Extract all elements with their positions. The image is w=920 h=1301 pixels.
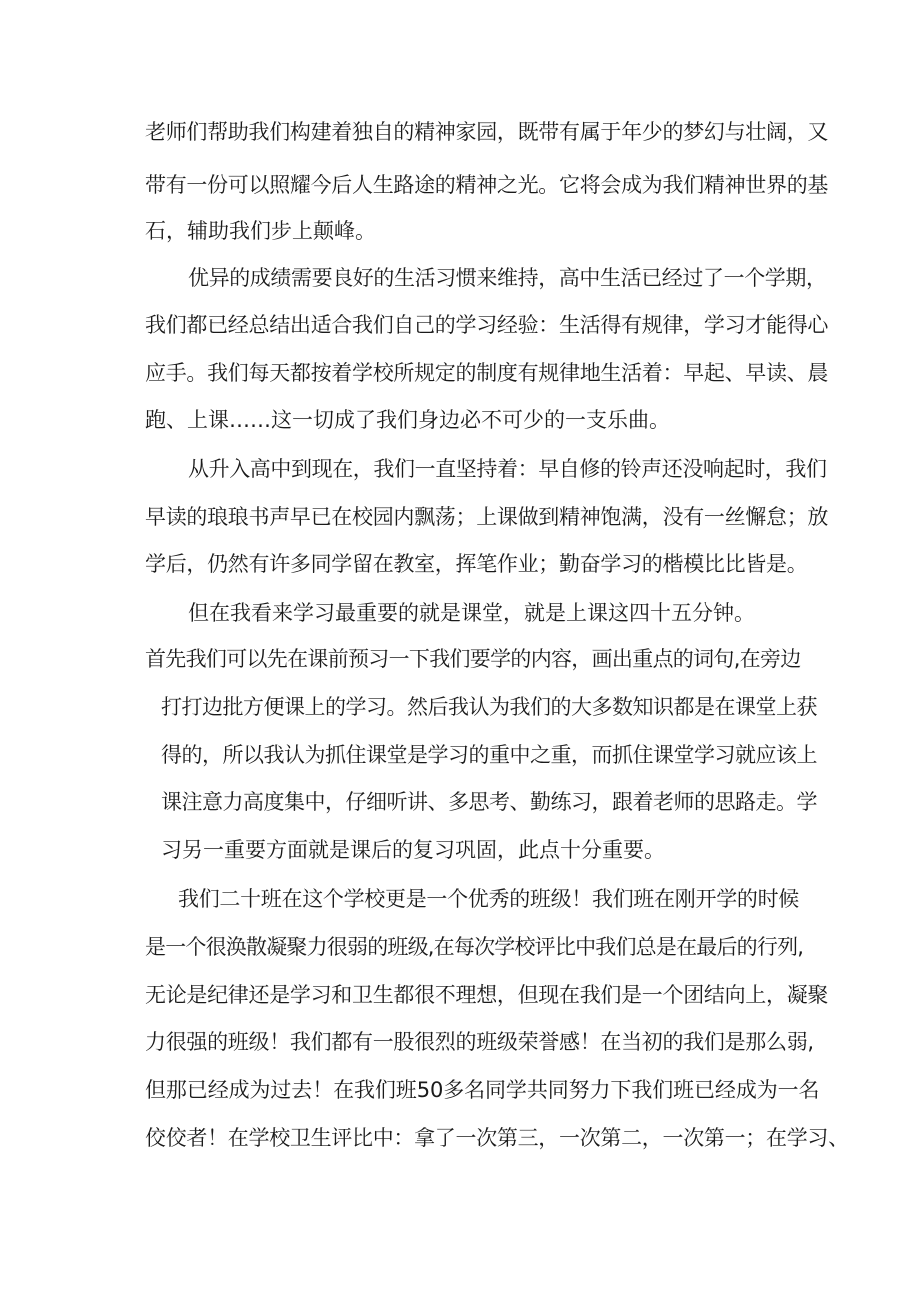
text-line: 课注意力高度集中，仔细听讲、多思考、勤练习，跟着老师的思路走。学 <box>161 790 817 814</box>
text-line: 但那已经成为过去！在我们班50多名同学共同努力下我们班已经成为一名 <box>145 1078 820 1102</box>
text-line: 首先我们可以先在课前预习一下我们要学的内容，画出重点的词句,在旁边 <box>145 647 801 671</box>
text-line: 习另一重要方面就是课后的复习巩固，此点十分重要。 <box>161 838 665 862</box>
text-line: 优异的成绩需要良好的生活习惯来维持，高中生活已经过了一个学期， <box>188 266 827 290</box>
text-line: 得的，所以我认为抓住课堂是学习的重中之重，而抓住课堂学习就应该上 <box>161 743 817 767</box>
text-line: 打打边批方便课上的学习。然后我认为我们的大多数知识都是在课堂上获 <box>161 695 817 719</box>
text-line: 老师们帮助我们构建着独自的精神家园，既带有属于年少的梦幻与壮阔，又 <box>145 120 829 144</box>
text-line: 从升入高中到现在，我们一直坚持着：早自修的铃声还没响起时，我们 <box>188 457 827 481</box>
text-line: 应手。我们每天都按着学校所规定的制度有规律地生活着：早起、早读、晨 <box>145 361 829 385</box>
text-line: 我们都已经总结出适合我们自己的学习经验：生活得有规律，学习才能得心 <box>145 313 829 337</box>
text-line: 但在我看来学习最重要的就是课堂，就是上课这四十五分钟。 <box>188 601 755 625</box>
text-line: 是一个很涣散凝聚力很弱的班级,在每次学校评比中我们总是在最后的行列, <box>145 935 804 959</box>
text-line: 无论是纪律还是学习和卫生都很不理想，但现在我们是一个团结向上，凝聚 <box>145 983 829 1007</box>
text-line: 早读的琅琅书声早已在校园内飘荡；上课做到精神饱满，没有一丝懈怠；放 <box>145 505 829 529</box>
text-line: 我们二十班在这个学校更是一个优秀的班级！我们班在刚开学的时候 <box>178 887 799 911</box>
text-line: 力很强的班级！我们都有一股很烈的班级荣誉感！在当初的我们是那么弱, <box>145 1030 814 1054</box>
text-line: 佼佼者！在学校卫生评比中：拿了一次第三，一次第二，一次第一；在学习、 <box>145 1126 849 1150</box>
text-line: 石，辅助我们步上颠峰。 <box>145 219 376 243</box>
text-line: 跑、上课……这一切成了我们身边必不可少的一支乐曲。 <box>145 408 670 432</box>
text-line: 带有一份可以照耀今后人生路途的精神之光。它将会成为我们精神世界的基 <box>145 173 829 197</box>
text-line: 学后，仍然有许多同学留在教室，挥笔作业；勤奋学习的楷模比比皆是。 <box>145 552 808 576</box>
